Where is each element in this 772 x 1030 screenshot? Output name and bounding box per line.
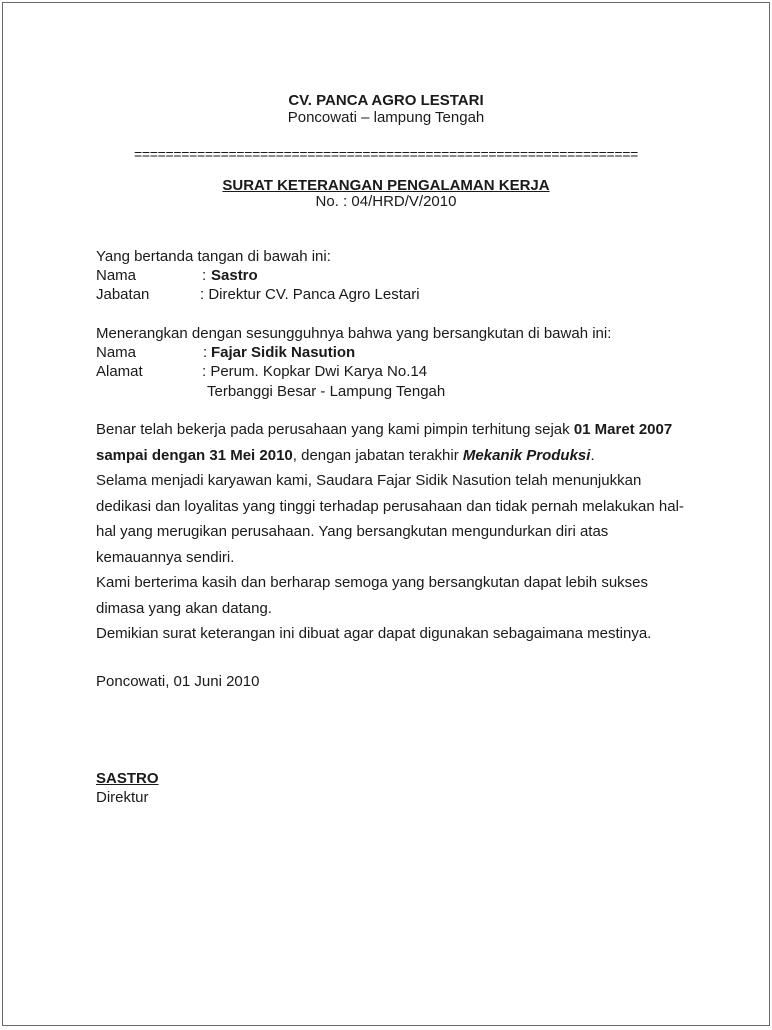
job-title: Mekanik Produksi: [462, 446, 591, 464]
subject-name: Fajar Sidik Nasution: [211, 344, 356, 361]
company-address: Poncowati – lampung Tengah: [287, 109, 485, 126]
company-name: CV. PANCA AGRO LESTARI: [288, 92, 484, 109]
subject-address-line1: : Perum. Kopkar Dwi Karya No.14: [202, 363, 428, 380]
letter-title: SURAT KETERANGAN PENGALAMAN KERJA: [222, 177, 550, 194]
subject-intro: Menerangkan dengan sesungguhnya bahwa yang bersangkutan di bawah ini:: [96, 325, 612, 342]
subject-address-label: Alamat: [96, 363, 143, 380]
letter-body: [96, 417, 686, 647]
body-paragraph-2: Selama menjadi karyawan kami, Saudara Fajar Sidik Nasution telah menunjukkan dedikasi dan loyalitas yang tinggi terhadap perusahaan dan tidak pernah melakukan hal-hal yang merugikan perusahaan. Yang bersangkutan mengundurkan diri atas kemauannya sendiri.: [96, 472, 684, 566]
letter-page: [2, 2, 770, 1026]
body-paragraph-4: Demikian surat keterangan ini dibuat agar dapat digunakan sebagaimana mestinya.: [96, 625, 652, 642]
body-paragraph-1: Benar telah bekerja pada perusahaan yang kami pimpin terhitung sejak 01 Maret 2007 sampai dengan 31 Mei 2010, dengan jabatan terakhir Mekanik Produksi.: [96, 421, 673, 464]
signature-title: Direktur: [96, 789, 149, 806]
signature-name: SASTRO: [96, 770, 159, 787]
signer-name-label: Nama: [96, 267, 137, 284]
signer-position: : Direktur CV. Panca Agro Lestari: [200, 286, 420, 303]
subject-address-line2: Terbanggi Besar - Lampung Tengah: [207, 383, 446, 400]
employment-dates: 01 Maret 2007 sampai dengan 31 Mei 2010: [96, 421, 673, 464]
signer-name-sep: :: [202, 267, 207, 284]
body-paragraph-3: Kami berterima kasih dan berharap semoga yang bersangkutan dapat lebih sukses dimasa yang akan datang.: [96, 574, 648, 617]
signer-name: Sastro: [211, 267, 258, 284]
signer-position-label: Jabatan: [96, 286, 150, 303]
letter-number: No. : 04/HRD/V/2010: [315, 193, 457, 210]
place-date: Poncowati, 01 Juni 2010: [96, 673, 260, 690]
header-divider: ================================================================: [133, 146, 639, 162]
signer-intro: Yang bertanda tangan di bawah ini:: [96, 248, 331, 265]
subject-name-sep: :: [203, 344, 208, 361]
subject-name-label: Nama: [96, 344, 137, 361]
